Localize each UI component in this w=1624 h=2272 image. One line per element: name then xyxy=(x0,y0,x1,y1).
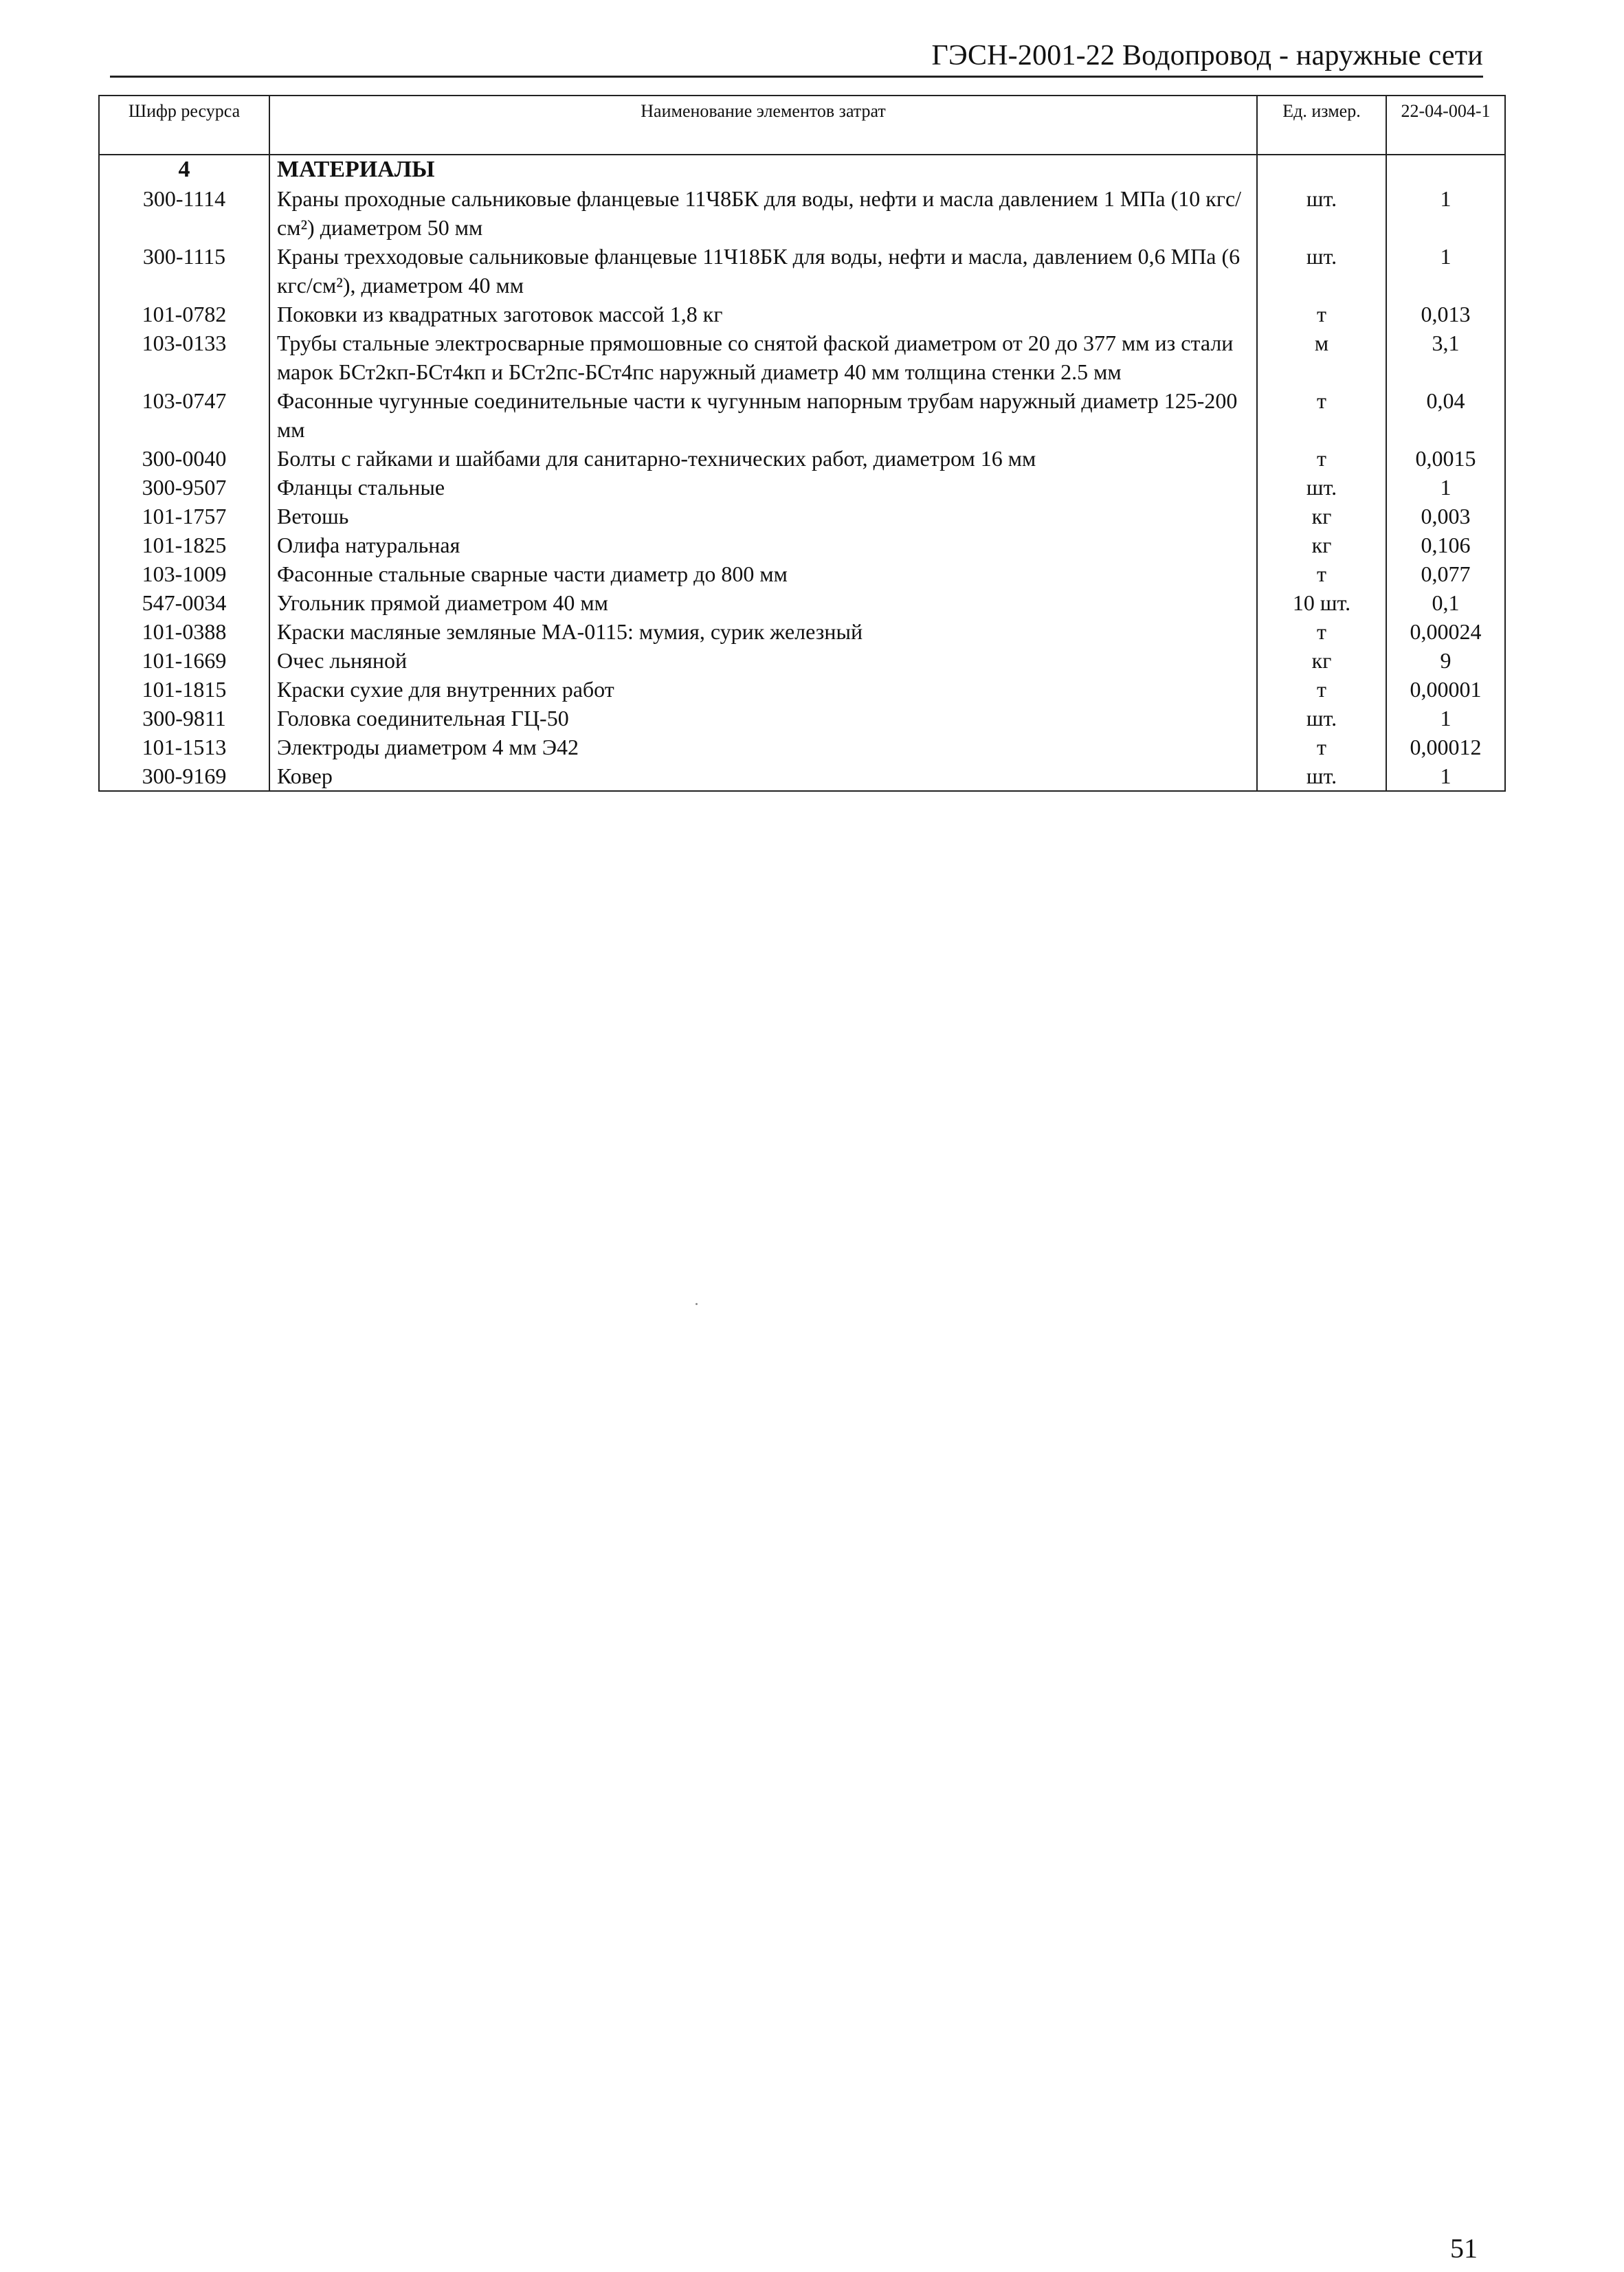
table-row xyxy=(99,473,1505,502)
resource-value: 0,0015 xyxy=(1386,444,1505,473)
resource-value: 1 xyxy=(1386,473,1505,502)
table-row xyxy=(99,328,1505,386)
resource-name: Фасонные стальные сварные части диаметр до 800 мм xyxy=(269,559,1257,588)
resource-code: 300-9169 xyxy=(99,761,269,791)
resource-code: 101-1669 xyxy=(99,646,269,675)
column-header-value: 22-04-004-1 xyxy=(1386,96,1505,155)
table-row xyxy=(99,559,1505,588)
resource-name: Угольник прямой диаметром 40 мм xyxy=(269,588,1257,617)
table-row xyxy=(99,761,1505,791)
column-header-code: Шифр ресурса xyxy=(99,96,269,155)
table-row xyxy=(99,646,1505,675)
resource-unit: кг xyxy=(1257,531,1386,559)
resource-code: 101-1815 xyxy=(99,675,269,704)
table-header-row xyxy=(99,96,1505,155)
resource-value: 0,00001 xyxy=(1386,675,1505,704)
resource-value: 1 xyxy=(1386,184,1505,242)
resource-unit: т xyxy=(1257,675,1386,704)
resource-unit: шт. xyxy=(1257,473,1386,502)
resource-code: 101-0782 xyxy=(99,300,269,328)
column-header-unit: Ед. измер. xyxy=(1257,96,1386,155)
resource-value: 0,077 xyxy=(1386,559,1505,588)
scan-speck xyxy=(696,1303,698,1305)
resource-unit: т xyxy=(1257,300,1386,328)
resource-unit: 10 шт. xyxy=(1257,588,1386,617)
resource-code: 103-1009 xyxy=(99,559,269,588)
resource-unit: кг xyxy=(1257,646,1386,675)
page-header xyxy=(110,36,1483,78)
resource-value: 1 xyxy=(1386,704,1505,733)
table-row xyxy=(99,531,1505,559)
table-row xyxy=(99,300,1505,328)
table-row xyxy=(99,675,1505,704)
table-row xyxy=(99,386,1505,444)
table-row xyxy=(99,184,1505,242)
table-row xyxy=(99,704,1505,733)
resource-code: 300-9811 xyxy=(99,704,269,733)
resource-unit: м xyxy=(1257,328,1386,386)
resource-name: Фасонные чугунные соединительные части к чугунным напорным трубам наружный диаметр 125-200 мм xyxy=(269,386,1257,444)
resource-value: 0,1 xyxy=(1386,588,1505,617)
resource-code: 103-0747 xyxy=(99,386,269,444)
resource-code: 103-0133 xyxy=(99,328,269,386)
section-code: 4 xyxy=(99,155,269,184)
resource-unit: т xyxy=(1257,733,1386,761)
section-title: МАТЕРИАЛЫ xyxy=(269,155,1257,184)
table-row xyxy=(99,733,1505,761)
resource-value: 0,013 xyxy=(1386,300,1505,328)
resource-code: 300-1115 xyxy=(99,242,269,300)
resource-value: 1 xyxy=(1386,761,1505,791)
resource-value: 3,1 xyxy=(1386,328,1505,386)
resource-name: Электроды диаметром 4 мм Э42 xyxy=(269,733,1257,761)
resource-value: 0,106 xyxy=(1386,531,1505,559)
resource-code: 101-0388 xyxy=(99,617,269,646)
resource-name: Краны проходные сальниковые фланцевые 11Ч8БК для воды, нефти и масла давлением 1 МПа (10 кгс/см²) диаметром 50 мм xyxy=(269,184,1257,242)
resource-unit: шт. xyxy=(1257,761,1386,791)
resource-name: Краски сухие для внутренних работ xyxy=(269,675,1257,704)
resource-unit: т xyxy=(1257,386,1386,444)
table-row xyxy=(99,444,1505,473)
resource-name: Краны трехходовые сальниковые фланцевые 11Ч18БК для воды, нефти и масла, давлением 0,6 МПа (6 кгс/см²), диаметром 40 мм xyxy=(269,242,1257,300)
resource-unit: кг xyxy=(1257,502,1386,531)
resource-value: 9 xyxy=(1386,646,1505,675)
resource-code: 101-1757 xyxy=(99,502,269,531)
resource-code: 300-9507 xyxy=(99,473,269,502)
resource-unit: шт. xyxy=(1257,184,1386,242)
resource-code: 547-0034 xyxy=(99,588,269,617)
resource-unit: т xyxy=(1257,559,1386,588)
resource-name: Очес льняной xyxy=(269,646,1257,675)
resource-name: Головка соединительная ГЦ-50 xyxy=(269,704,1257,733)
resource-value: 0,003 xyxy=(1386,502,1505,531)
resource-name: Олифа натуральная xyxy=(269,531,1257,559)
document-title: ГЭСН-2001-22 Водопровод - наружные сети xyxy=(931,40,1483,71)
section-unit-empty xyxy=(1257,155,1386,184)
resource-code: 300-0040 xyxy=(99,444,269,473)
table-row xyxy=(99,502,1505,531)
resource-unit: шт. xyxy=(1257,242,1386,300)
resource-code: 300-1114 xyxy=(99,184,269,242)
resource-unit: т xyxy=(1257,617,1386,646)
resource-name: Краски масляные земляные МА-0115: мумия, сурик железный xyxy=(269,617,1257,646)
table-row xyxy=(99,242,1505,300)
table-row xyxy=(99,617,1505,646)
resource-name: Поковки из квадратных заготовок массой 1,8 кг xyxy=(269,300,1257,328)
resource-value: 1 xyxy=(1386,242,1505,300)
resources-table xyxy=(98,95,1506,792)
resource-name: Ковер xyxy=(269,761,1257,791)
resource-unit: т xyxy=(1257,444,1386,473)
resource-value: 0,00012 xyxy=(1386,733,1505,761)
table-body xyxy=(99,155,1505,791)
resource-name: Болты с гайками и шайбами для санитарно-технических работ, диаметром 16 мм xyxy=(269,444,1257,473)
column-header-name: Наименование элементов затрат xyxy=(269,96,1257,155)
resource-value: 0,00024 xyxy=(1386,617,1505,646)
resource-name: Ветошь xyxy=(269,502,1257,531)
resource-value: 0,04 xyxy=(1386,386,1505,444)
section-value-empty xyxy=(1386,155,1505,184)
table-row xyxy=(99,588,1505,617)
resource-code: 101-1513 xyxy=(99,733,269,761)
resource-name: Трубы стальные электросварные прямошовные со снятой фаской диаметром от 20 до 377 мм из стали марок БСт2кп-БСт4кп и БСт2пс-БСт4пс наружный диаметр 40 мм толщина стенки 2.5 мм xyxy=(269,328,1257,386)
resource-code: 101-1825 xyxy=(99,531,269,559)
page-number: 51 xyxy=(1450,2233,1478,2264)
resource-unit: шт. xyxy=(1257,704,1386,733)
resource-name: Фланцы стальные xyxy=(269,473,1257,502)
section-row xyxy=(99,155,1505,184)
